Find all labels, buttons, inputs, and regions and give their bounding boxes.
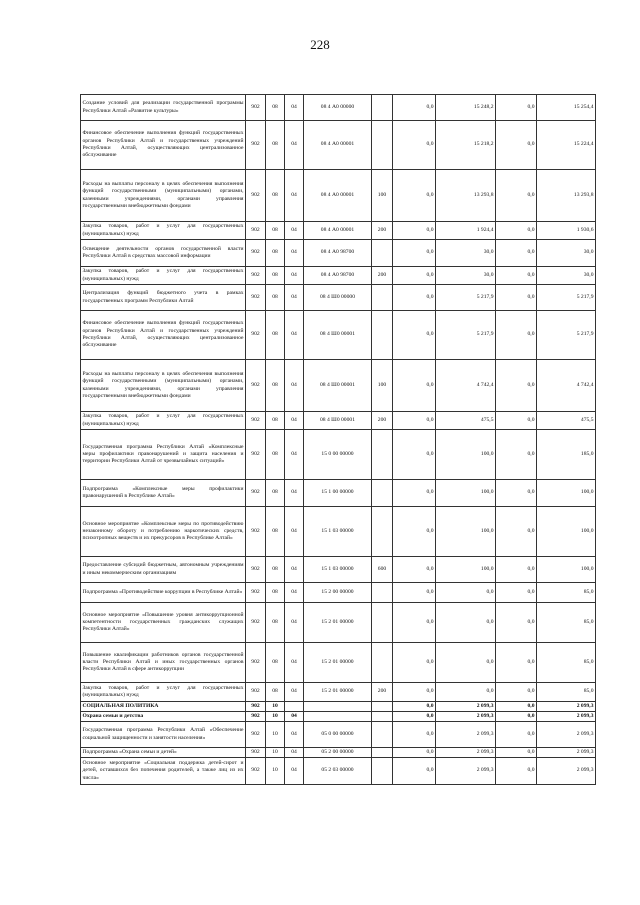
row-amount-2-cell: 15 218,2 bbox=[436, 121, 496, 170]
row-amount-4-cell: 2 099,3 bbox=[537, 702, 596, 712]
row-amount-1-cell: 0,0 bbox=[393, 360, 436, 412]
table-row bbox=[81, 583, 596, 603]
row-name-cell: Закупка товаров, работ и услуг для государственных (муниципальных) нужд bbox=[81, 683, 246, 702]
row-target-article-cell: 08 4 А0 00001 bbox=[304, 222, 372, 240]
row-amount-1-cell: 0,0 bbox=[393, 311, 436, 360]
row-target-article-cell: 08 4 Ш0 00000 bbox=[304, 285, 372, 311]
row-name-cell: Закупка товаров, работ и услуг для государственных (муниципальных) нужд bbox=[81, 267, 246, 285]
row-amount-3-cell: 0,0 bbox=[496, 557, 537, 583]
row-expense-type-cell bbox=[372, 311, 393, 360]
row-target-article-cell: 15 1 03 00000 bbox=[304, 507, 372, 557]
row-amount-3-cell: 0,0 bbox=[496, 748, 537, 758]
row-amount-2-cell: 4 742,4 bbox=[436, 360, 496, 412]
row-amount-3-cell: 0,0 bbox=[496, 758, 537, 785]
row-subsection-cell: 04 bbox=[285, 240, 304, 267]
row-admin-code-cell: 902 bbox=[246, 412, 266, 430]
row-subsection-cell: 04 bbox=[285, 748, 304, 758]
row-target-article-cell: 05 2 00 00000 bbox=[304, 748, 372, 758]
table-row bbox=[81, 722, 596, 748]
row-amount-1-cell: 0,0 bbox=[393, 507, 436, 557]
row-subsection-cell: 04 bbox=[285, 170, 304, 222]
row-section-cell: 08 bbox=[266, 240, 285, 267]
row-section-cell: 08 bbox=[266, 583, 285, 603]
row-amount-3-cell: 0,0 bbox=[496, 412, 537, 430]
row-subsection-cell: 04 bbox=[285, 95, 304, 121]
row-amount-3-cell: 0,0 bbox=[496, 360, 537, 412]
row-expense-type-cell: 100 bbox=[372, 170, 393, 222]
row-amount-1-cell: 0,0 bbox=[393, 712, 436, 722]
row-target-article-cell: 05 0 00 00000 bbox=[304, 722, 372, 748]
table-row bbox=[81, 683, 596, 702]
row-amount-1-cell: 0,0 bbox=[393, 722, 436, 748]
row-amount-3-cell: 0,0 bbox=[496, 222, 537, 240]
row-subsection-cell: 04 bbox=[285, 583, 304, 603]
row-amount-1-cell: 0,0 bbox=[393, 412, 436, 430]
row-admin-code-cell: 902 bbox=[246, 643, 266, 683]
row-amount-3-cell: 0,0 bbox=[496, 683, 537, 702]
row-amount-4-cell: 5 217,9 bbox=[537, 311, 596, 360]
table-row bbox=[81, 557, 596, 583]
row-expense-type-cell bbox=[372, 758, 393, 785]
row-amount-1-cell: 0,0 bbox=[393, 480, 436, 507]
row-amount-3-cell: 0,0 bbox=[496, 603, 537, 643]
row-target-article-cell: 08 4 А0 98700 bbox=[304, 240, 372, 267]
row-amount-4-cell: 85,0 bbox=[537, 603, 596, 643]
row-subsection-cell: 04 bbox=[285, 311, 304, 360]
row-admin-code-cell: 902 bbox=[246, 170, 266, 222]
row-expense-type-cell bbox=[372, 121, 393, 170]
row-amount-3-cell: 0,0 bbox=[496, 170, 537, 222]
row-expense-type-cell bbox=[372, 722, 393, 748]
row-expense-type-cell bbox=[372, 507, 393, 557]
row-subsection-cell: 04 bbox=[285, 557, 304, 583]
row-amount-3-cell: 0,0 bbox=[496, 583, 537, 603]
row-amount-2-cell: 0,0 bbox=[436, 643, 496, 683]
row-target-article-cell: 15 1 00 00000 bbox=[304, 480, 372, 507]
row-target-article-cell: 15 2 00 00000 bbox=[304, 583, 372, 603]
row-amount-1-cell: 0,0 bbox=[393, 222, 436, 240]
row-section-cell: 08 bbox=[266, 643, 285, 683]
row-expense-type-cell bbox=[372, 285, 393, 311]
row-target-article-cell: 05 2 03 00000 bbox=[304, 758, 372, 785]
row-name-cell: Подпрограмма «Комплексные меры профилактики правонарушений в Республике Алтай» bbox=[81, 480, 246, 507]
row-section-cell: 10 bbox=[266, 748, 285, 758]
row-name-cell: Основное мероприятие «Комплексные меры по противодействию незаконному обороту и потреблению наркотических средств, психотропных веществ и их прекурсоров в Республике Алтай» bbox=[81, 507, 246, 557]
row-section-cell: 08 bbox=[266, 170, 285, 222]
row-amount-4-cell: 2 099,3 bbox=[537, 712, 596, 722]
row-section-cell: 10 bbox=[266, 702, 285, 712]
row-expense-type-cell: 600 bbox=[372, 557, 393, 583]
row-name-cell: СОЦИАЛЬНАЯ ПОЛИТИКА bbox=[81, 702, 246, 712]
row-admin-code-cell: 902 bbox=[246, 121, 266, 170]
row-expense-type-cell: 100 bbox=[372, 360, 393, 412]
table-row bbox=[81, 285, 596, 311]
row-amount-1-cell: 0,0 bbox=[393, 683, 436, 702]
row-section-cell: 08 bbox=[266, 360, 285, 412]
row-admin-code-cell: 902 bbox=[246, 702, 266, 712]
row-name-cell: Закупка товаров, работ и услуг для государственных (муниципальных) нужд bbox=[81, 412, 246, 430]
row-amount-1-cell: 0,0 bbox=[393, 748, 436, 758]
row-amount-4-cell: 4 742,4 bbox=[537, 360, 596, 412]
table-row bbox=[81, 603, 596, 643]
table-row bbox=[81, 480, 596, 507]
row-admin-code-cell: 902 bbox=[246, 267, 266, 285]
row-section-cell: 10 bbox=[266, 712, 285, 722]
row-target-article-cell: 08 4 А0 00001 bbox=[304, 170, 372, 222]
row-expense-type-cell bbox=[372, 583, 393, 603]
row-section-cell: 08 bbox=[266, 603, 285, 643]
row-expense-type-cell: 200 bbox=[372, 412, 393, 430]
row-target-article-cell: 15 2 01 00000 bbox=[304, 643, 372, 683]
row-amount-4-cell: 100,0 bbox=[537, 480, 596, 507]
row-section-cell: 10 bbox=[266, 722, 285, 748]
row-amount-1-cell: 0,0 bbox=[393, 557, 436, 583]
row-amount-2-cell: 2 099,3 bbox=[436, 712, 496, 722]
row-admin-code-cell: 902 bbox=[246, 430, 266, 480]
table-row bbox=[81, 170, 596, 222]
row-amount-1-cell: 0,0 bbox=[393, 430, 436, 480]
row-section-cell: 08 bbox=[266, 507, 285, 557]
row-amount-2-cell: 2 099,3 bbox=[436, 748, 496, 758]
row-amount-2-cell: 1 924,4 bbox=[436, 222, 496, 240]
row-amount-1-cell: 0,0 bbox=[393, 643, 436, 683]
row-expense-type-cell bbox=[372, 702, 393, 712]
row-amount-2-cell: 0,0 bbox=[436, 603, 496, 643]
row-target-article-cell bbox=[304, 712, 372, 722]
row-target-article-cell: 15 0 00 00000 bbox=[304, 430, 372, 480]
row-target-article-cell bbox=[304, 702, 372, 712]
row-target-article-cell: 08 4 Ш0 00001 bbox=[304, 311, 372, 360]
row-expense-type-cell bbox=[372, 95, 393, 121]
row-section-cell: 08 bbox=[266, 480, 285, 507]
row-subsection-cell: 04 bbox=[285, 412, 304, 430]
table-row bbox=[81, 240, 596, 267]
row-target-article-cell: 08 4 А0 00000 bbox=[304, 95, 372, 121]
row-amount-3-cell: 0,0 bbox=[496, 121, 537, 170]
row-amount-2-cell: 100,0 bbox=[436, 430, 496, 480]
row-amount-4-cell: 13 293,8 bbox=[537, 170, 596, 222]
row-amount-4-cell: 85,0 bbox=[537, 683, 596, 702]
row-amount-1-cell: 0,0 bbox=[393, 702, 436, 712]
row-amount-4-cell: 15 254,4 bbox=[537, 95, 596, 121]
row-amount-3-cell: 0,0 bbox=[496, 480, 537, 507]
row-expense-type-cell bbox=[372, 603, 393, 643]
row-amount-1-cell: 0,0 bbox=[393, 603, 436, 643]
row-amount-4-cell: 30,0 bbox=[537, 267, 596, 285]
row-subsection-cell: 04 bbox=[285, 507, 304, 557]
row-amount-2-cell: 0,0 bbox=[436, 683, 496, 702]
table-row bbox=[81, 643, 596, 683]
row-expense-type-cell bbox=[372, 643, 393, 683]
row-admin-code-cell: 902 bbox=[246, 311, 266, 360]
row-amount-2-cell: 13 293,8 bbox=[436, 170, 496, 222]
row-amount-2-cell: 5 217,9 bbox=[436, 311, 496, 360]
row-amount-4-cell: 85,0 bbox=[537, 643, 596, 683]
row-amount-3-cell: 0,0 bbox=[496, 507, 537, 557]
table-row bbox=[81, 430, 596, 480]
row-name-cell: Централизация функций бюджетного учета в рамках государственных программ Республики Алтай bbox=[81, 285, 246, 311]
row-amount-4-cell: 100,0 bbox=[537, 507, 596, 557]
row-amount-2-cell: 15 248,2 bbox=[436, 95, 496, 121]
row-subsection-cell: 04 bbox=[285, 643, 304, 683]
row-target-article-cell: 15 2 01 00000 bbox=[304, 683, 372, 702]
row-amount-4-cell: 2 099,3 bbox=[537, 758, 596, 785]
row-section-cell: 08 bbox=[266, 557, 285, 583]
row-admin-code-cell: 902 bbox=[246, 222, 266, 240]
row-admin-code-cell: 902 bbox=[246, 240, 266, 267]
row-subsection-cell: 04 bbox=[285, 758, 304, 785]
row-name-cell: Подпрограмма «Охрана семьи и детей» bbox=[81, 748, 246, 758]
row-expense-type-cell bbox=[372, 712, 393, 722]
row-amount-3-cell: 0,0 bbox=[496, 267, 537, 285]
row-name-cell: Предоставление субсидий бюджетным, автономным учреждениям и иным некоммерческим организациям bbox=[81, 557, 246, 583]
row-name-cell: Подпрограмма «Противодействие коррупции в Республике Алтай» bbox=[81, 583, 246, 603]
row-amount-3-cell: 0,0 bbox=[496, 285, 537, 311]
table-row bbox=[81, 758, 596, 785]
row-amount-2-cell: 30,0 bbox=[436, 267, 496, 285]
table-row bbox=[81, 748, 596, 758]
table-row bbox=[81, 222, 596, 240]
row-amount-3-cell: 0,0 bbox=[496, 240, 537, 267]
row-target-article-cell: 15 1 03 00000 bbox=[304, 557, 372, 583]
row-admin-code-cell: 902 bbox=[246, 95, 266, 121]
row-amount-1-cell: 0,0 bbox=[393, 170, 436, 222]
row-name-cell: Повышение квалификации работников органов государственной власти Республики Алтай и иных государственных органов Республики Алтай в сфере антикоррупции bbox=[81, 643, 246, 683]
row-expense-type-cell bbox=[372, 748, 393, 758]
row-subsection-cell: 04 bbox=[285, 683, 304, 702]
table-row bbox=[81, 702, 596, 712]
row-name-cell: Закупка товаров, работ и услуг для государственных (муниципальных) нужд bbox=[81, 222, 246, 240]
row-amount-2-cell: 0,0 bbox=[436, 583, 496, 603]
row-section-cell: 08 bbox=[266, 412, 285, 430]
row-amount-1-cell: 0,0 bbox=[393, 240, 436, 267]
row-section-cell: 08 bbox=[266, 683, 285, 702]
row-name-cell: Государственная программа Республики Алтай «Обеспечение социальной защищенности и занятости населения» bbox=[81, 722, 246, 748]
row-amount-3-cell: 0,0 bbox=[496, 643, 537, 683]
row-admin-code-cell: 902 bbox=[246, 712, 266, 722]
row-section-cell: 08 bbox=[266, 311, 285, 360]
row-subsection-cell: 04 bbox=[285, 480, 304, 507]
row-admin-code-cell: 902 bbox=[246, 603, 266, 643]
row-subsection-cell: 04 bbox=[285, 285, 304, 311]
row-amount-4-cell: 15 224,4 bbox=[537, 121, 596, 170]
row-amount-3-cell: 0,0 bbox=[496, 712, 537, 722]
row-name-cell: Государственная программа Республики Алтай «Комплексные меры профилактики правонарушений и защита населения и территории Республики Алтай от чрезвычайных ситуаций» bbox=[81, 430, 246, 480]
row-target-article-cell: 08 4 Ш0 00001 bbox=[304, 412, 372, 430]
row-amount-1-cell: 0,0 bbox=[393, 758, 436, 785]
row-amount-4-cell: 2 099,3 bbox=[537, 748, 596, 758]
row-admin-code-cell: 902 bbox=[246, 360, 266, 412]
row-amount-3-cell: 0,0 bbox=[496, 311, 537, 360]
row-admin-code-cell: 902 bbox=[246, 583, 266, 603]
row-amount-2-cell: 5 217,9 bbox=[436, 285, 496, 311]
table-row bbox=[81, 95, 596, 121]
row-admin-code-cell: 902 bbox=[246, 758, 266, 785]
row-expense-type-cell bbox=[372, 430, 393, 480]
row-target-article-cell: 08 4 А0 98700 bbox=[304, 267, 372, 285]
row-expense-type-cell: 200 bbox=[372, 267, 393, 285]
row-amount-2-cell: 2 099,3 bbox=[436, 722, 496, 748]
row-expense-type-cell: 200 bbox=[372, 222, 393, 240]
row-amount-4-cell: 475,5 bbox=[537, 412, 596, 430]
row-subsection-cell: 04 bbox=[285, 722, 304, 748]
row-amount-3-cell: 0,0 bbox=[496, 430, 537, 480]
row-amount-2-cell: 2 099,3 bbox=[436, 758, 496, 785]
row-subsection-cell: 04 bbox=[285, 603, 304, 643]
row-amount-1-cell: 0,0 bbox=[393, 121, 436, 170]
row-admin-code-cell: 902 bbox=[246, 557, 266, 583]
row-admin-code-cell: 902 bbox=[246, 507, 266, 557]
row-name-cell: Финансовое обеспечение выполнения функций государственных органов Республики Алтай и государственных учреждений Республики Алтай, осуществляющих централизованное обслуживание bbox=[81, 121, 246, 170]
row-amount-4-cell: 2 099,3 bbox=[537, 722, 596, 748]
row-amount-2-cell: 100,0 bbox=[436, 507, 496, 557]
row-section-cell: 08 bbox=[266, 121, 285, 170]
table-row bbox=[81, 267, 596, 285]
row-amount-4-cell: 5 217,9 bbox=[537, 285, 596, 311]
row-name-cell: Основное мероприятие «Социальная поддержка детей-сирот и детей, оставшихся без попечения родителей, а также лиц из их числа» bbox=[81, 758, 246, 785]
budget-table bbox=[80, 94, 596, 785]
row-name-cell: Охрана семьи и детства bbox=[81, 712, 246, 722]
row-amount-4-cell: 85,0 bbox=[537, 583, 596, 603]
row-section-cell: 08 bbox=[266, 222, 285, 240]
row-subsection-cell bbox=[285, 702, 304, 712]
table-row bbox=[81, 507, 596, 557]
row-subsection-cell: 04 bbox=[285, 430, 304, 480]
row-amount-3-cell: 0,0 bbox=[496, 95, 537, 121]
row-subsection-cell: 04 bbox=[285, 267, 304, 285]
table-row bbox=[81, 360, 596, 412]
row-target-article-cell: 08 4 А0 00001 bbox=[304, 121, 372, 170]
table-row bbox=[81, 712, 596, 722]
row-amount-4-cell: 30,0 bbox=[537, 240, 596, 267]
row-admin-code-cell: 902 bbox=[246, 480, 266, 507]
row-amount-1-cell: 0,0 bbox=[393, 285, 436, 311]
row-section-cell: 08 bbox=[266, 95, 285, 121]
row-target-article-cell: 08 4 Ш0 00001 bbox=[304, 360, 372, 412]
row-section-cell: 08 bbox=[266, 267, 285, 285]
row-amount-2-cell: 475,5 bbox=[436, 412, 496, 430]
row-section-cell: 10 bbox=[266, 758, 285, 785]
row-amount-1-cell: 0,0 bbox=[393, 95, 436, 121]
page-number: 228 bbox=[310, 37, 330, 52]
row-amount-4-cell: 100,0 bbox=[537, 557, 596, 583]
row-section-cell: 08 bbox=[266, 285, 285, 311]
row-expense-type-cell bbox=[372, 240, 393, 267]
row-subsection-cell: 04 bbox=[285, 222, 304, 240]
row-admin-code-cell: 902 bbox=[246, 683, 266, 702]
row-expense-type-cell bbox=[372, 480, 393, 507]
row-amount-2-cell: 2 099,3 bbox=[436, 702, 496, 712]
row-amount-1-cell: 0,0 bbox=[393, 583, 436, 603]
table-row bbox=[81, 412, 596, 430]
row-amount-2-cell: 100,0 bbox=[436, 480, 496, 507]
row-section-cell: 08 bbox=[266, 430, 285, 480]
row-amount-4-cell: 185,0 bbox=[537, 430, 596, 480]
table-row bbox=[81, 121, 596, 170]
row-name-cell: Финансовое обеспечение выполнения функций государственных органов Республики Алтай и государственных учреждений Республики Алтай, осуществляющих централизованное обслуживание bbox=[81, 311, 246, 360]
row-amount-2-cell: 30,0 bbox=[436, 240, 496, 267]
row-admin-code-cell: 902 bbox=[246, 722, 266, 748]
row-amount-1-cell: 0,0 bbox=[393, 267, 436, 285]
table-row bbox=[81, 311, 596, 360]
row-name-cell: Основное мероприятие «Повышение уровня антикоррупционной компетентности государственных гражданских служащих Республики Алтай» bbox=[81, 603, 246, 643]
row-subsection-cell: 04 bbox=[285, 121, 304, 170]
row-amount-3-cell: 0,0 bbox=[496, 722, 537, 748]
row-target-article-cell: 15 2 01 00000 bbox=[304, 603, 372, 643]
row-expense-type-cell: 200 bbox=[372, 683, 393, 702]
row-name-cell: Расходы на выплаты персоналу в целях обеспечения выполнения функций государственными (муниципальными) органами, казенными учреждениями, органами управления государственными внебюджетными фондами bbox=[81, 170, 246, 222]
row-subsection-cell: 04 bbox=[285, 360, 304, 412]
row-name-cell: Расходы на выплаты персоналу в целях обеспечения выполнения функций государственными (муниципальными) органами, казенными учреждениями, органами управления государственными внебюджетными фондами bbox=[81, 360, 246, 412]
row-amount-2-cell: 100,0 bbox=[436, 557, 496, 583]
row-name-cell: Создание условий для реализации государственной программы Республики Алтай «Развитие культуры» bbox=[81, 95, 246, 121]
row-name-cell: Освещение деятельности органов государственной власти Республики Алтай в средствах массовой информации bbox=[81, 240, 246, 267]
row-admin-code-cell: 902 bbox=[246, 748, 266, 758]
row-subsection-cell: 04 bbox=[285, 712, 304, 722]
row-admin-code-cell: 902 bbox=[246, 285, 266, 311]
row-amount-3-cell: 0,0 bbox=[496, 702, 537, 712]
row-amount-4-cell: 1 930,6 bbox=[537, 222, 596, 240]
